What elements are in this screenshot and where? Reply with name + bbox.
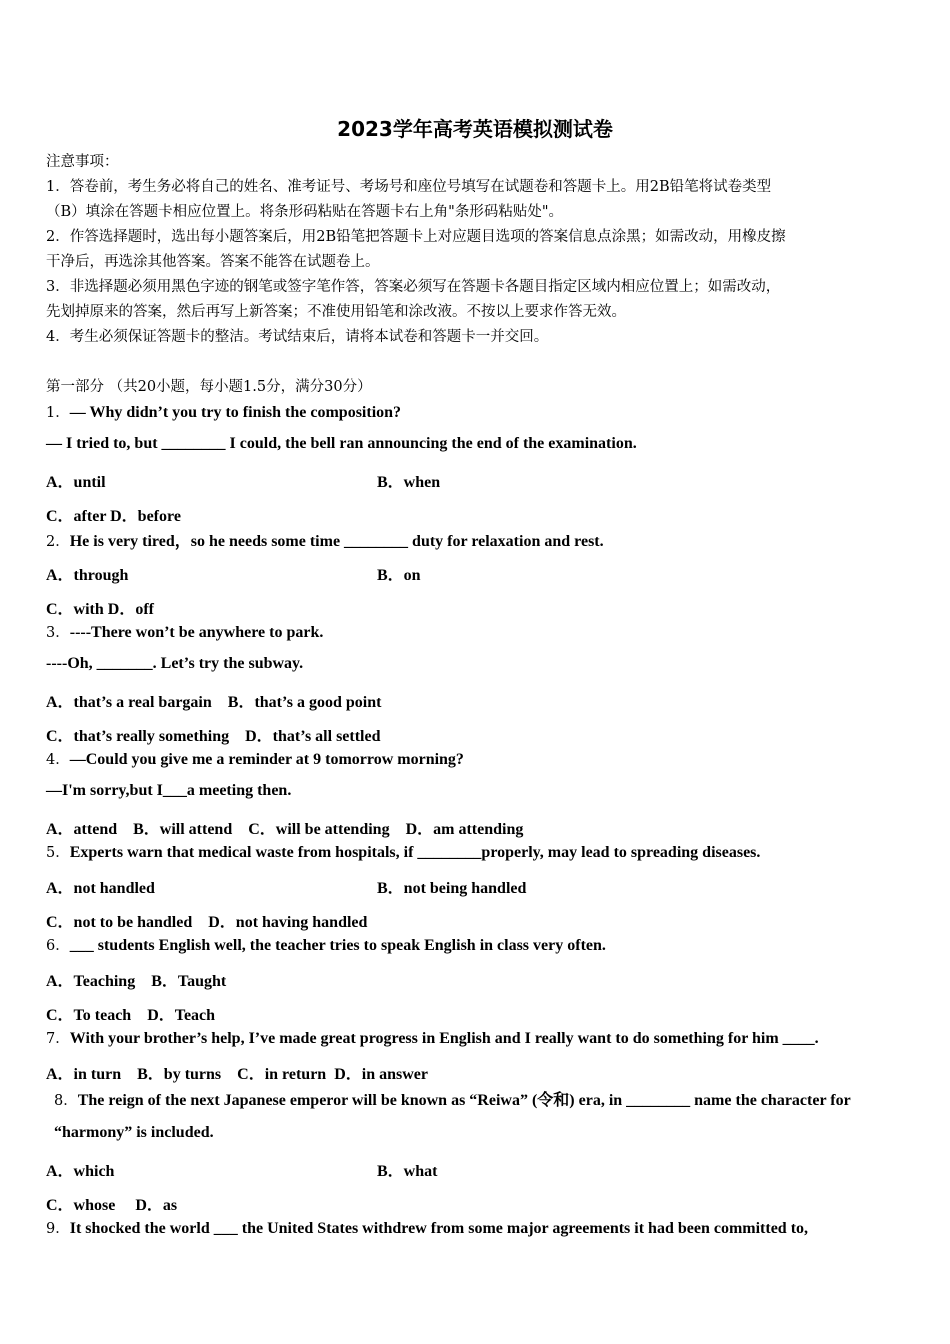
question-7 xyxy=(46,1027,819,1048)
notes-line: 1．答卷前，考生务必将自己的姓名、准考证号、考场号和座位号填写在试题卷和答题卡上。用2B铅笔将试卷类型 xyxy=(46,179,772,195)
question-stem: It shocked the world ___ the United States withdrew from some major agreements it had been committed to, xyxy=(69,1220,809,1237)
section-heading: 第一部分 （共20小题，每小题1.5分，满分30分） xyxy=(46,379,372,395)
question-number: 9． xyxy=(46,1221,70,1237)
question-6 xyxy=(46,934,606,955)
question-stem: ----There won’t be anywhere to park. xyxy=(69,624,324,641)
option-a: A．not handled xyxy=(46,880,155,897)
option-b: B．not being handled xyxy=(377,880,527,897)
option-a: A．which xyxy=(46,1163,115,1180)
notes-heading: 注意事项： xyxy=(46,154,119,170)
question-number: 7． xyxy=(46,1031,70,1047)
question-2 xyxy=(46,528,604,551)
question-number: 3． xyxy=(46,625,70,641)
option-cd: C．after D．before xyxy=(46,508,181,525)
option-abcd: A．attend B．will attend C．will be attending D．am attending xyxy=(46,821,524,838)
question-4-stem-2: —I'm sorry,but I___a meeting then. xyxy=(46,782,292,799)
question-stem: —Could you give me a reminder at 9 tomorrow morning? xyxy=(69,751,464,768)
question-4 xyxy=(46,748,464,769)
question-stem: With your brother’s help, I’ve made great progress in English and I really want to do something for him ____. xyxy=(69,1030,819,1047)
question-stem: — Why didn’t you try to finish the composition? xyxy=(69,404,402,421)
option-b: B．what xyxy=(377,1163,438,1180)
notes-line: 3．非选择题必须用黑色字迹的钢笔或签字笔作答，答案必须写在答题卡各题目指定区域内相应位置上；如需改动， xyxy=(46,279,781,295)
option-b: B．on xyxy=(377,567,421,584)
notes-line: 干净后，再选涂其他答案。答案不能答在试题卷上。 xyxy=(46,254,380,270)
page-title: 2023学年高考英语模拟测试卷 xyxy=(337,117,613,141)
option-cd: C．To teach D．Teach xyxy=(46,1007,216,1024)
question-number: 1． xyxy=(46,405,70,421)
question-3 xyxy=(46,621,323,642)
option-cd: C．whose D．as xyxy=(46,1197,178,1214)
question-5 xyxy=(46,841,760,862)
option-ab: A．that’s a real bargain B．that’s a good point xyxy=(46,694,382,711)
notes-block xyxy=(46,150,906,350)
question-stem: The reign of the next Japanese emperor will be known as “Reiwa” (令和) era, in ________ name the character for xyxy=(77,1092,851,1109)
question-number: 5． xyxy=(46,845,70,861)
option-cd: C．not to be handled D．not having handled xyxy=(46,914,368,931)
option-a: A．through xyxy=(46,567,129,584)
option-cd: C．that’s really something D．that’s all settled xyxy=(46,728,381,745)
question-stem: He is very tired，so he needs some time ________ duty for relaxation and rest. xyxy=(69,533,604,550)
question-number: 4． xyxy=(46,752,70,768)
option-abcd: A．in turn B．by turns C．in return D．in answer xyxy=(46,1066,428,1083)
question-9 xyxy=(46,1217,808,1238)
notes-line: 先划掉原来的答案，然后再写上新答案；不准使用铅笔和涂改液。不按以上要求作答无效。 xyxy=(46,304,626,320)
option-b: B．when xyxy=(377,474,441,491)
question-1 xyxy=(46,401,401,422)
question-number: 2． xyxy=(46,534,70,550)
question-stem: Experts warn that medical waste from hospitals, if ________properly, may lead to spreading diseases. xyxy=(69,844,761,861)
option-ab: A．Teaching B．Taught xyxy=(46,973,227,990)
question-3-stem-2: ----Oh, _______. Let’s try the subway. xyxy=(46,655,304,672)
option-a: A．until xyxy=(46,474,106,491)
notes-line: 4．考生必须保证答题卡的整洁。考试结束后，请将本试卷和答题卡一并交回。 xyxy=(46,329,549,345)
option-cd: C．with D．off xyxy=(46,601,154,618)
question-stem: ___ students English well, the teacher tries to speak English in class very often. xyxy=(69,937,606,954)
notes-line: （B）填涂在答题卡相应位置上。将条形码粘贴在答题卡右上角"条形码粘贴处"。 xyxy=(46,204,563,220)
notes-line: 2．作答选择题时，选出每小题答案后，用2B铅笔把答题卡上对应题目选项的答案信息点涂黑；如需改动，用橡皮擦 xyxy=(46,229,786,245)
question-1-stem-2: — I tried to, but ________ I could, the bell ran announcing the end of the examination. xyxy=(46,435,637,452)
question-number: 6． xyxy=(46,938,70,954)
question-number: 8． xyxy=(54,1093,78,1109)
question-8 xyxy=(54,1087,851,1110)
question-8-stem-2: “harmony” is included. xyxy=(54,1124,214,1141)
